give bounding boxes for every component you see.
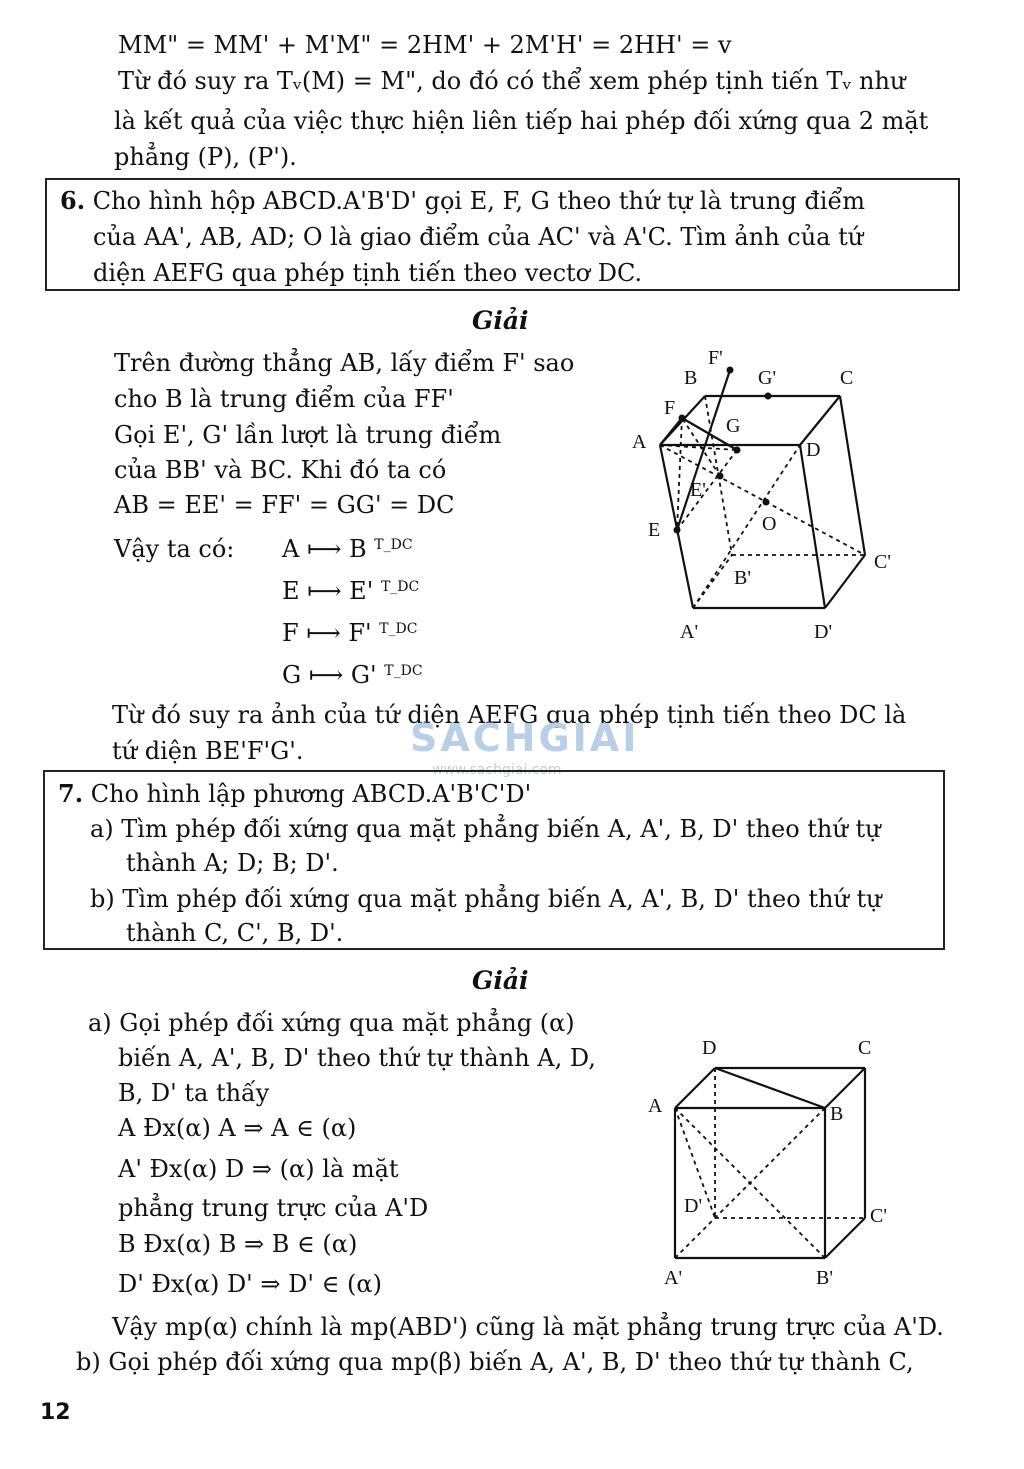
fig1-label-Cp: C' (874, 551, 891, 573)
exercise-6-line-2: của AA', AB, AD; O là giao điểm của AC' và A'C. Tìm ảnh của tứ (93, 223, 864, 251)
fig1-label-F: F (664, 397, 676, 419)
solution-7-map-2: A' Đx(α) D ⇒ (α) là mặt (118, 1155, 399, 1183)
fig2-label-C: C (858, 1037, 872, 1059)
fig2-label-Bp: B' (816, 1267, 833, 1289)
page-number: 12 (40, 1400, 71, 1425)
solution-6-line-3: Gọi E', G' lần lượt là trung điểm (114, 421, 502, 449)
fig1-label-A: A (632, 431, 647, 453)
fig1-label-G: G (726, 415, 741, 437)
fig1-label-C: C (840, 367, 854, 389)
intro-line-2: là kết quả của việc thực hiện liên tiếp hai phép đối xứng qua 2 mặt (114, 107, 929, 135)
solution-7-line-1: a) Gọi phép đối xứng qua mặt phẳng (α) (88, 1009, 575, 1037)
map-row-1 (282, 534, 413, 568)
exercise-6-line-1 (60, 186, 865, 216)
intro-line-3: phẳng (P), (P'). (114, 143, 297, 171)
exercise-7-line-1 (58, 779, 531, 809)
solution-7-conclusion: Vậy mp(α) chính là mp(ABD') cũng là mặt phẳng trung trực của A'D. (112, 1313, 944, 1341)
fig2-label-Dp: D' (684, 1195, 703, 1217)
map-text-4: G ⟼ G' (282, 661, 377, 689)
exercise-7-text-1: Cho hình lập phương ABCD.A'B'C'D' (90, 780, 532, 808)
solution-6-heading: Giải (472, 306, 529, 335)
map-label-4: T_DC (384, 663, 423, 679)
map-text-2: E ⟼ E' (282, 577, 374, 605)
watermark-url: www.sachgiai.com (432, 762, 562, 778)
fig1-label-Ep: E' (690, 479, 706, 501)
solution-7-map-5: D' Đx(α) D' ⇒ D' ∈ (α) (118, 1270, 382, 1298)
fig2-label-Cp: C' (870, 1205, 887, 1227)
exercise-6-number: 6. (60, 186, 86, 215)
solution-6-vector-equation: AB = EE' = FF' = GG' = DC (114, 491, 455, 519)
watermark-brand: SACHGIAI (410, 716, 640, 760)
map-row-2 (282, 576, 419, 610)
exercise-7-a-2: thành A; D; B; D'. (126, 849, 339, 877)
fig1-label-Ap: A' (680, 621, 699, 643)
solution-6-vay: Vậy ta có: (114, 535, 235, 563)
solution-7-line-3: B, D' ta thấy (118, 1079, 270, 1107)
solution-7-map-1: A Đx(α) A ⇒ A ∈ (α) (118, 1114, 357, 1142)
fig1-label-D: D (806, 439, 821, 461)
fig2-label-Ap: A' (664, 1267, 683, 1289)
intro-equation: MM" = MM' + M'M" = 2HM' + 2M'H' = 2HH' = v (118, 31, 732, 59)
solution-7-b-line: b) Gọi phép đối xứng qua mp(β) biến A, A', B, D' theo thứ tự thành C, (76, 1348, 914, 1376)
figure-cube (640, 1030, 910, 1290)
fig1-label-Gp: G' (758, 367, 777, 389)
fig2-label-D: D (702, 1037, 717, 1059)
exercise-7-b-2: thành C, C', B, D'. (126, 919, 344, 947)
solution-6-conclusion-1: Từ đó suy ra ảnh của tứ diện AEFG qua phép tịnh tiến theo DC là (112, 701, 907, 729)
exercise-7-a-1: a) Tìm phép đối xứng qua mặt phẳng biến A, A', B, D' theo thứ tự (90, 815, 881, 843)
solution-6-line-2: cho B là trung điểm của FF' (114, 385, 454, 413)
exercise-7-b-1: b) Tìm phép đối xứng qua mặt phẳng biến A, A', B, D' theo thứ tự (90, 885, 882, 913)
solution-6-line-4: của BB' và BC. Khi đó ta có (114, 456, 447, 484)
map-label-1: T_DC (374, 537, 413, 553)
solution-7-map-3: phẳng trung trực của A'D (118, 1194, 429, 1222)
intro-line-1: Từ đó suy ra Tᵥ(M) = M", do đó có thể xem phép tịnh tiến Tᵥ như (118, 67, 906, 95)
solution-6-line-1: Trên đường thẳng AB, lấy điểm F' sao (114, 349, 575, 377)
map-label-3: T_DC (379, 621, 418, 637)
solution-6-conclusion-2: tứ diện BE'F'G'. (112, 737, 304, 765)
fig1-label-O: O (762, 513, 777, 535)
exercise-6-text-1: Cho hình hộp ABCD.A'B'D' gọi E, F, G theo thứ tự là trung điểm (92, 187, 865, 215)
fig1-label-Bp: B' (734, 567, 751, 589)
figure-parallelepiped (620, 340, 910, 650)
fig1-label-B: B (684, 367, 698, 389)
map-label-2: T_DC (380, 579, 420, 595)
map-text-1: A ⟼ B (282, 535, 367, 563)
fig2-label-A: A (648, 1095, 663, 1117)
map-row-3 (282, 618, 418, 652)
fig1-label-E: E (648, 519, 661, 541)
solution-7-map-4: B Đx(α) B ⇒ B ∈ (α) (118, 1230, 358, 1258)
map-row-4 (282, 660, 423, 694)
fig1-label-Fp: F' (708, 347, 723, 369)
map-text-3: F ⟼ F' (282, 619, 372, 647)
exercise-7-number: 7. (58, 779, 84, 808)
fig1-label-Dp: D' (814, 621, 833, 643)
solution-7-heading: Giải (472, 966, 529, 995)
solution-7-line-2: biến A, A', B, D' theo thứ tự thành A, D, (118, 1044, 596, 1072)
exercise-6-line-3: diện AEFG qua phép tịnh tiến theo vectơ DC. (93, 259, 643, 287)
fig2-label-B: B (830, 1103, 844, 1125)
